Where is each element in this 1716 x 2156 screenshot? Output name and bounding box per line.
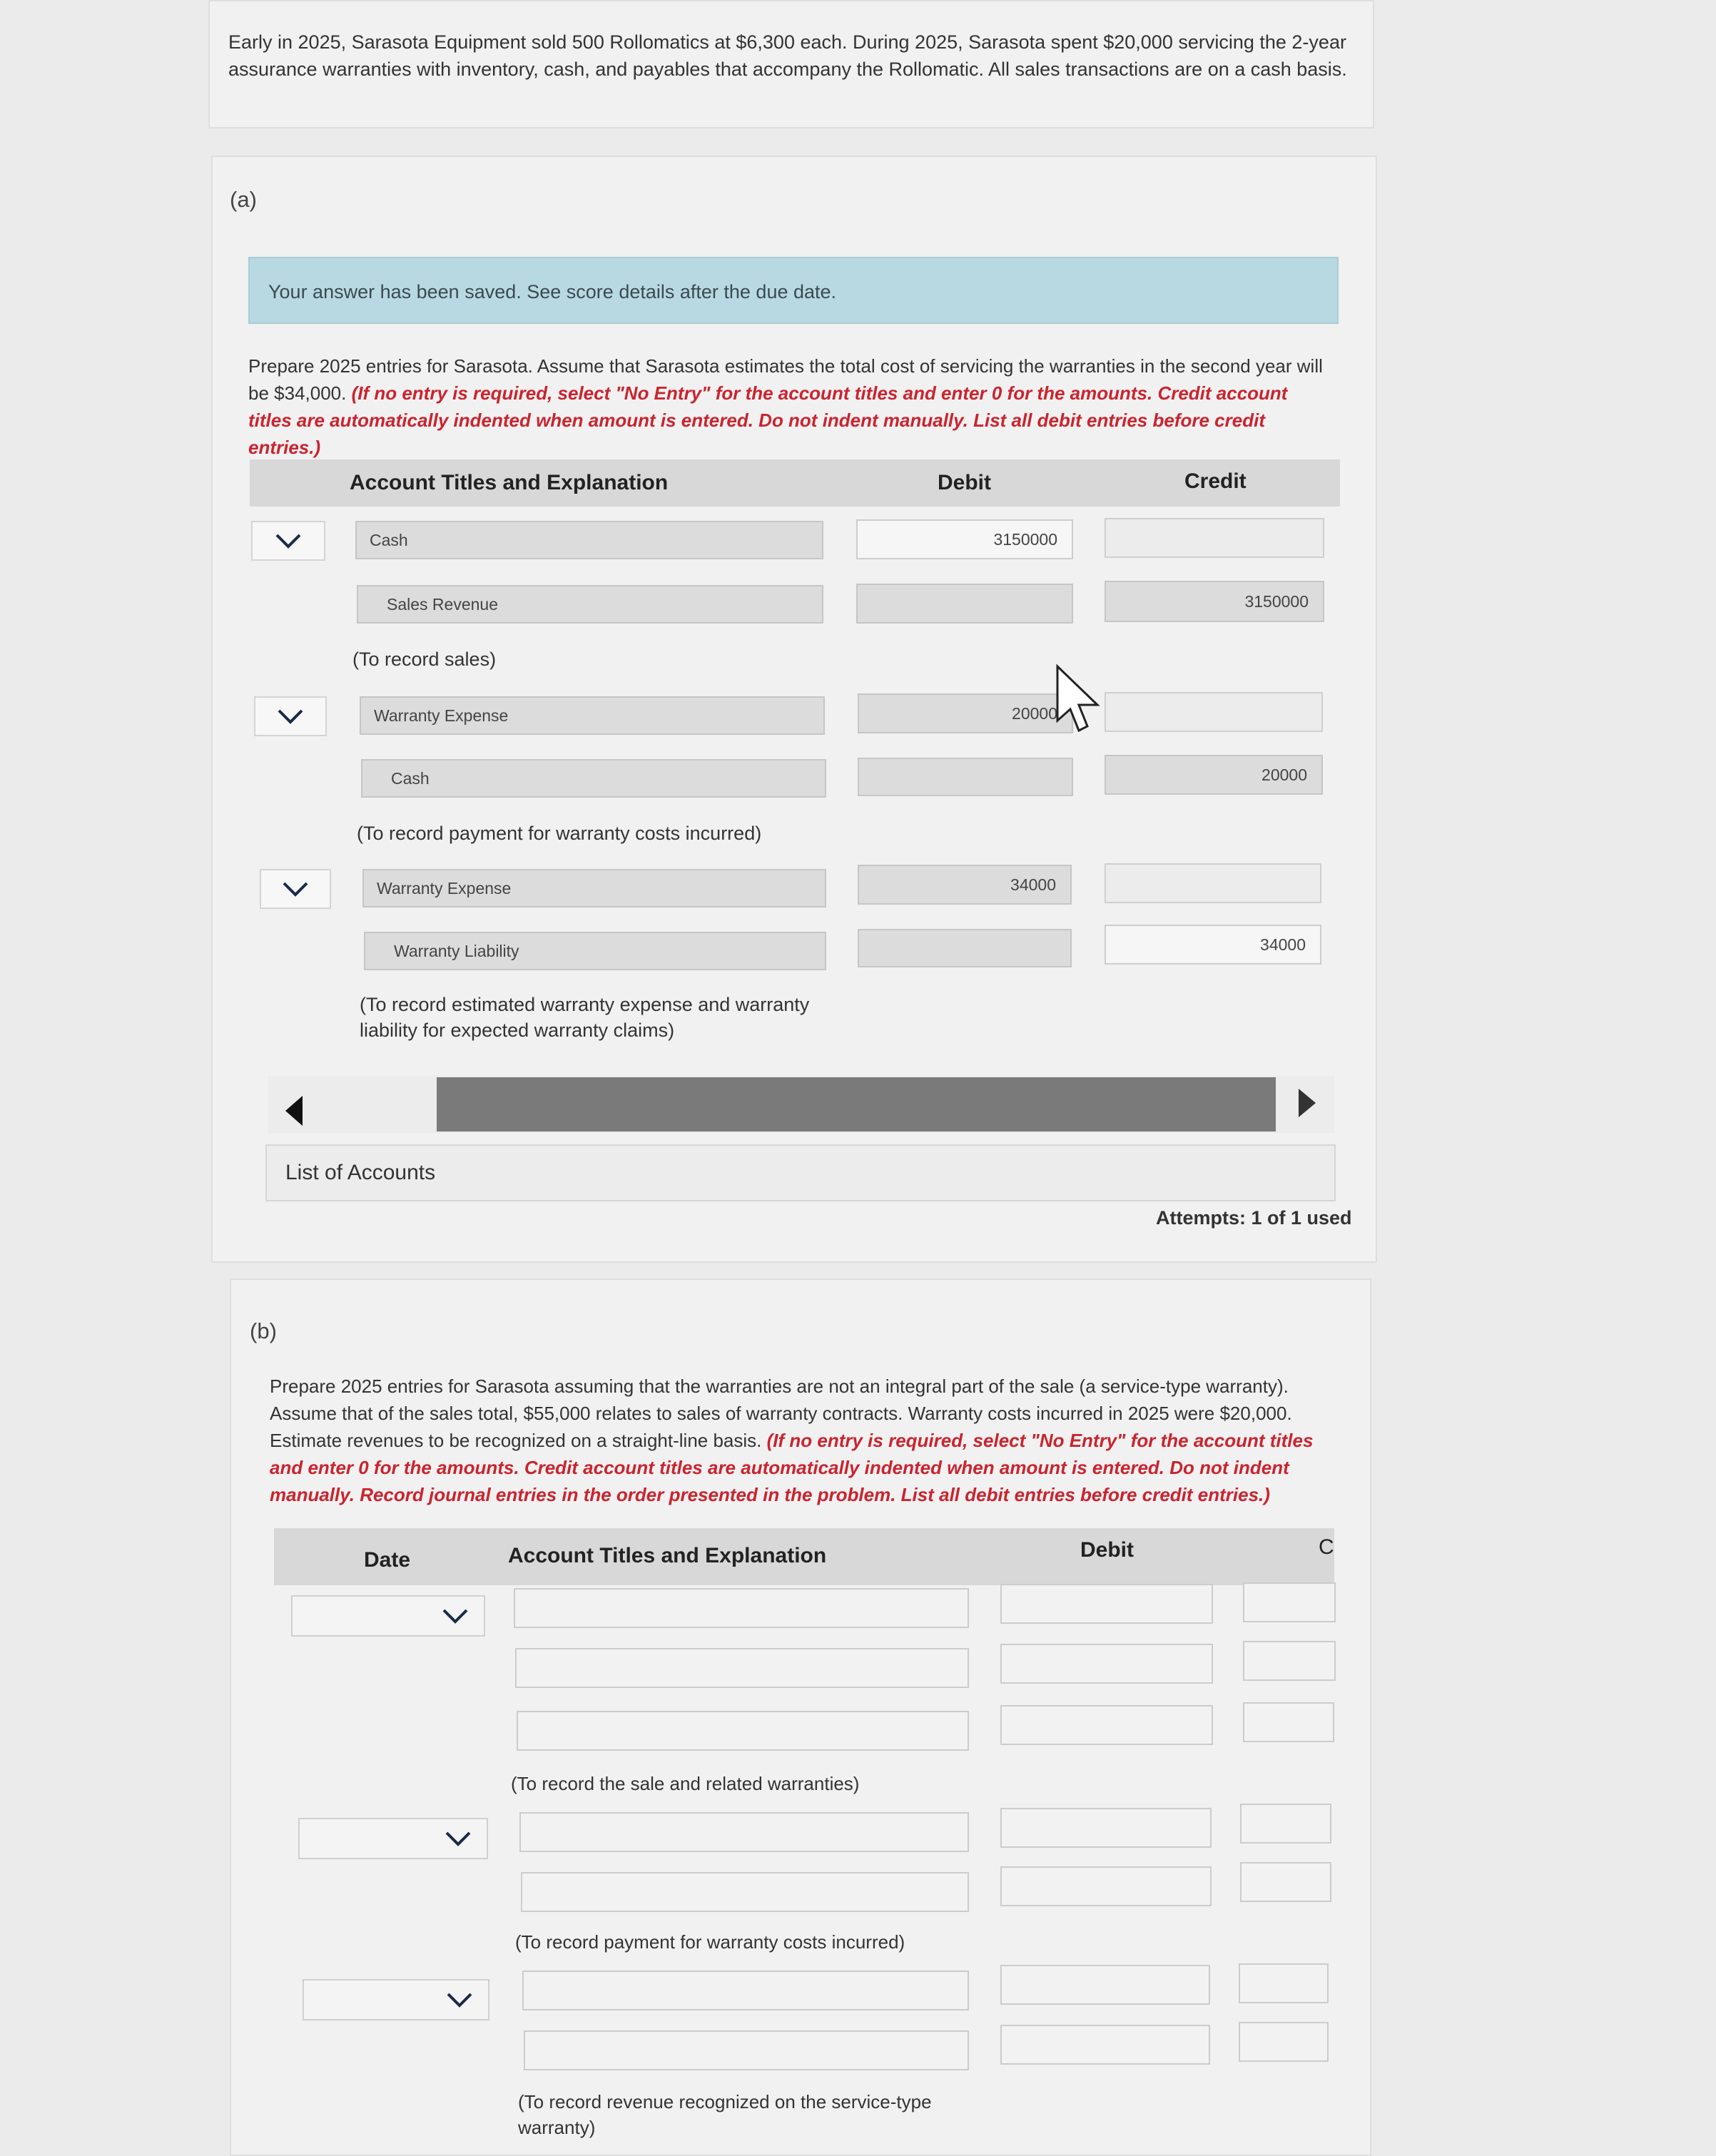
entry-2-memo: (To record payment for warranty costs incurred) [357, 823, 762, 844]
b1-debit-input-2[interactable] [1000, 1644, 1213, 1684]
part-a-instruction-text: Prepare 2025 entries for Sarasota. Assume that Sarasota estimates the total cost of servicing the warranties in the second year will be $34,000. [248, 355, 1323, 404]
b3-credit-input-1[interactable] [1239, 1963, 1329, 2003]
b2-credit-input-1[interactable] [1240, 1804, 1331, 1844]
entry-2-debit-amount[interactable]: 20000 [858, 693, 1073, 733]
entry-1-expand-toggle[interactable] [251, 521, 325, 561]
header-credit-b: C [1319, 1535, 1334, 1559]
chevron-down-icon [445, 1991, 474, 2008]
b-memo-1: (To record the sale and related warranties) [511, 1773, 860, 1794]
attempts-counter: Attempts: 1 of 1 used [1156, 1207, 1352, 1229]
entry-1-memo: (To record sales) [352, 649, 497, 670]
b1-debit-input-3[interactable] [1000, 1705, 1213, 1745]
b1-account-input-3[interactable] [517, 1711, 969, 1751]
header-account-titles-b: Account Titles and Explanation [508, 1544, 827, 1567]
b-memo-3: (To record revenue recognized on the service-type warranty) [518, 2091, 932, 2138]
entry-2-credit-amount[interactable]: 20000 [1105, 755, 1323, 795]
entry-3-memo: (To record estimated warranty expense and warranty liability for expected warranty claims) [360, 994, 810, 1041]
b3-account-input-1[interactable] [522, 1971, 969, 2010]
part-a-instruction [248, 352, 1326, 461]
entry-3-credit-account-label: Warranty Liability [394, 941, 519, 960]
entry-2-credit-amount-row1[interactable] [1105, 692, 1323, 732]
list-of-accounts-label: List of Accounts [285, 1161, 436, 1184]
b2-credit-input-2[interactable] [1240, 1862, 1331, 1902]
entry-3-debit-account[interactable]: Warranty Expense [362, 869, 826, 907]
chevron-down-icon [276, 708, 305, 725]
problem-intro-panel [208, 0, 1374, 128]
b3-debit-input-1[interactable] [1000, 1965, 1210, 2005]
part-a-instruction-note: (If no entry is required, select "No Entry" for the account titles and enter 0 for the amounts. Credit account titles are automatically indented when amount is entered. Do not indent manually. List all debit entries before credit entries.) [248, 382, 1288, 458]
entry-1-credit-account[interactable] [357, 585, 823, 624]
b3-debit-input-2[interactable] [1000, 2025, 1210, 2065]
mouse-cursor-icon [1055, 663, 1105, 735]
part-a-label: (a) [230, 187, 257, 212]
header-date: Date [364, 1548, 411, 1572]
date-select-3[interactable] [303, 1979, 489, 2020]
entry-3-credit-amount-row1[interactable] [1105, 863, 1321, 903]
b1-account-input-1[interactable] [514, 1588, 969, 1628]
entry-3-credit-account[interactable] [364, 932, 826, 970]
header-debit-b: Debit [1080, 1538, 1134, 1562]
b1-credit-input-1[interactable] [1243, 1582, 1336, 1622]
b2-account-input-2[interactable] [521, 1872, 969, 1912]
b2-debit-input-2[interactable] [1000, 1866, 1212, 1906]
saved-notice-text: Your answer has been saved. See score details after the due date. [268, 281, 837, 302]
chevron-down-icon [281, 880, 310, 898]
b-memo-2: (To record payment for warranty costs incurred) [515, 1931, 905, 1953]
header-account-titles: Account Titles and Explanation [350, 471, 669, 494]
entry-1-debit-account[interactable]: Cash [355, 521, 823, 559]
scrollbar-thumb[interactable] [437, 1077, 1276, 1132]
date-select-2[interactable] [298, 1818, 488, 1859]
part-b-instruction-note: (If no entry is required, select "No Entry" for the account titles and enter 0 for the amounts. Credit account titles are automatically indented when amount is entered. Do not indent manually. Record journal entries in the order presented in the problem. List all debit entries before credit entries.) [270, 1430, 1314, 1505]
entry-1-credit-amount-row1[interactable] [1105, 518, 1324, 558]
entry-1-debit-amount[interactable]: 3150000 [856, 519, 1073, 559]
header-debit: Debit [938, 471, 991, 494]
scroll-left-arrow-icon[interactable] [284, 1094, 305, 1127]
part-b-label: (b) [250, 1318, 277, 1343]
entry-2-credit-account[interactable] [361, 759, 826, 798]
part-b-instruction-text: Prepare 2025 entries for Sarasota assuming that the warranties are not an integral part of the sale (a service-type warranty). Assume that of the sales total, $55,000 relates to sales of warranty contracts. Warranty costs incurred in 2025 were $20,000. Estimate revenues to be recognized on a straight-line basis. [270, 1376, 1292, 1451]
entry-2-debit-account[interactable]: Warranty Expense [360, 696, 825, 735]
entry-1-debit-amount-row2[interactable] [856, 584, 1073, 624]
entry-3-debit-amount-row2[interactable] [858, 929, 1072, 967]
entry-3-expand-toggle[interactable] [260, 869, 331, 909]
entry-2-credit-account-label: Cash [391, 768, 430, 788]
entry-2-debit-amount-row2[interactable] [858, 758, 1073, 796]
b1-credit-input-3[interactable] [1243, 1702, 1334, 1742]
list-of-accounts-button[interactable] [265, 1144, 1336, 1201]
b3-credit-input-2[interactable] [1239, 2022, 1329, 2062]
header-credit: Credit [1184, 469, 1247, 493]
scroll-right-arrow-icon[interactable] [1296, 1087, 1317, 1119]
part-b-instruction [270, 1373, 1333, 1508]
b1-account-input-2[interactable] [515, 1648, 969, 1688]
b2-account-input-1[interactable] [519, 1812, 969, 1852]
b3-account-input-2[interactable] [524, 2030, 969, 2070]
date-select-1[interactable] [291, 1595, 485, 1637]
chevron-down-icon [274, 532, 303, 549]
entry-2-expand-toggle[interactable] [254, 696, 327, 736]
b2-debit-input-1[interactable] [1000, 1808, 1212, 1848]
chevron-down-icon [441, 1607, 469, 1624]
chevron-down-icon [444, 1830, 472, 1847]
entry-1-credit-account-label: Sales Revenue [387, 594, 498, 614]
b1-credit-input-2[interactable] [1243, 1641, 1336, 1681]
entry-3-debit-amount[interactable]: 34000 [858, 865, 1072, 905]
entry-1-credit-amount[interactable]: 3150000 [1105, 581, 1324, 622]
saved-notice [248, 257, 1339, 324]
problem-intro-text: Early in 2025, Sarasota Equipment sold 500 Rollomatics at $6,300 each. During 2025, Sarasota spent $20,000 servicing the 2-year assurance warranties with inventory, cash, and payables that accompany the Rollomatic. All sales transactions are on a cash basis. [228, 31, 1347, 80]
entry-3-credit-amount[interactable]: 34000 [1105, 925, 1321, 965]
b1-debit-input-1[interactable] [1000, 1584, 1213, 1624]
